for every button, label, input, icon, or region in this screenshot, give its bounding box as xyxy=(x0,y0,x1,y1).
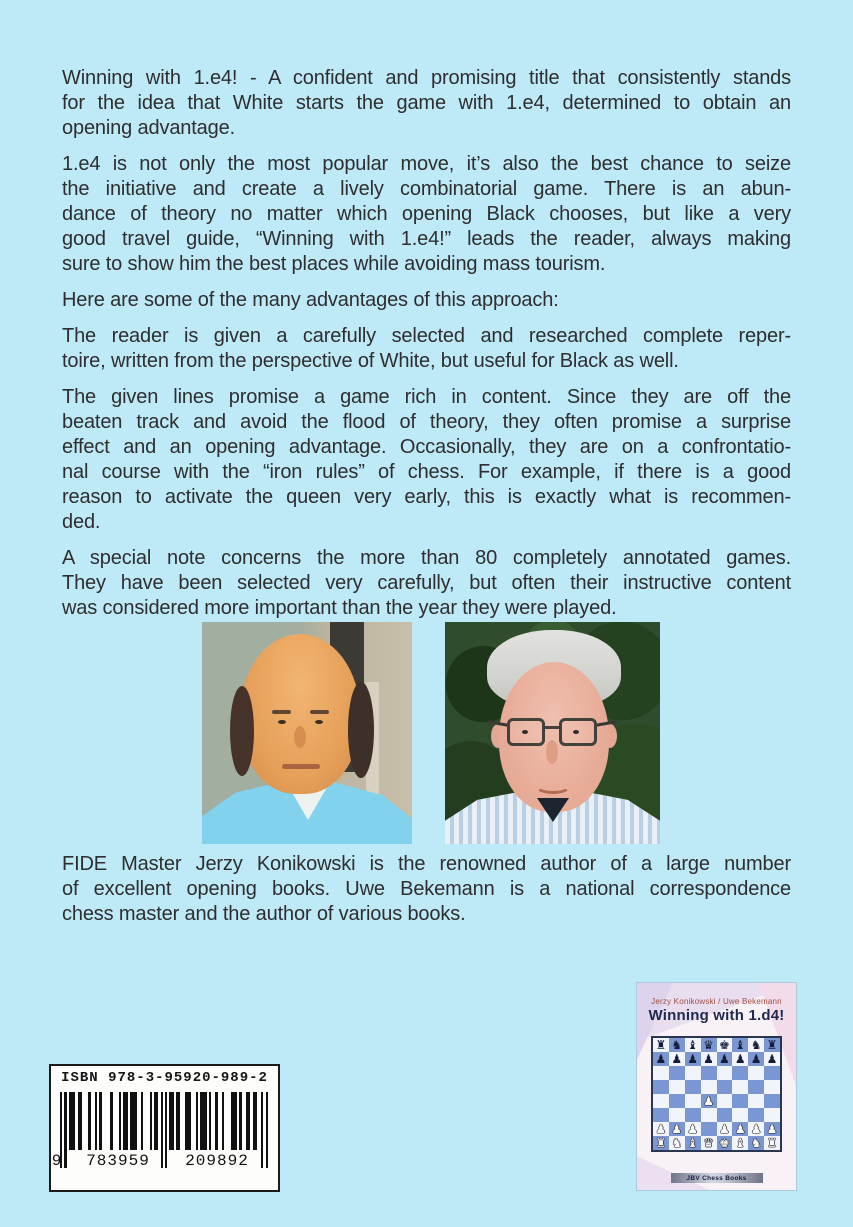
board-square xyxy=(685,1066,701,1080)
board-square xyxy=(653,1108,669,1122)
text-line: ded. xyxy=(62,511,101,533)
eye xyxy=(573,730,579,734)
barcode-digit-group-left: 783959 xyxy=(86,1152,150,1170)
paragraph xyxy=(62,324,791,374)
authors-note xyxy=(62,852,791,927)
white-piece: ♞ xyxy=(750,1136,762,1150)
author-photo-bekemann xyxy=(445,622,660,844)
white-piece: ♝ xyxy=(687,1136,699,1150)
board-square xyxy=(732,1066,748,1080)
white-piece: ♛ xyxy=(703,1136,714,1150)
white-piece: ♜ xyxy=(766,1136,778,1150)
white-piece: ♝ xyxy=(734,1136,746,1150)
paragraph xyxy=(62,152,791,277)
text-line: They have been selected very carefully, but often their instructive content xyxy=(62,572,791,594)
black-piece: ♟ xyxy=(703,1052,714,1066)
board-square xyxy=(669,1038,685,1052)
board-square xyxy=(685,1094,701,1108)
board-square xyxy=(732,1052,748,1066)
board-square xyxy=(717,1122,733,1136)
board-square xyxy=(669,1122,685,1136)
black-piece: ♟ xyxy=(687,1052,699,1066)
paragraph xyxy=(62,852,791,927)
paragraph xyxy=(62,66,791,141)
isbn-text: ISBN 978-3-95920-989-2 xyxy=(61,1070,268,1086)
paragraph xyxy=(62,546,791,621)
board-square xyxy=(732,1108,748,1122)
black-piece: ♟ xyxy=(671,1052,683,1066)
nose xyxy=(546,740,558,764)
eyebrow xyxy=(310,710,329,714)
board-square xyxy=(764,1094,780,1108)
board-square xyxy=(701,1052,717,1066)
text-line: Here are some of the many advantages of this approach: xyxy=(62,289,559,311)
board-square xyxy=(701,1080,717,1094)
eye xyxy=(278,720,286,724)
board-square xyxy=(748,1066,764,1080)
text-line: FIDE Master Jerzy Konikowski is the renowned author of a large number xyxy=(62,853,791,875)
white-piece: ♟ xyxy=(719,1122,730,1136)
board-square xyxy=(653,1094,669,1108)
text-line: good travel guide, “Winning with 1.e4!” leads the reader, always making xyxy=(62,228,791,250)
eye xyxy=(522,730,528,734)
board-square xyxy=(653,1066,669,1080)
board-square xyxy=(701,1066,717,1080)
text-line: The reader is given a carefully selected and researched complete reper- xyxy=(62,325,791,347)
board-square xyxy=(748,1094,764,1108)
board-square xyxy=(717,1038,733,1052)
board-square xyxy=(701,1038,717,1052)
mouth xyxy=(535,778,571,794)
board-square xyxy=(764,1080,780,1094)
board-square xyxy=(669,1136,685,1150)
text-line: toire, written from the perspective of White, but useful for Black as well. xyxy=(62,350,679,372)
text-line: Winning with 1.e4! - A confident and promising title that consistently stands xyxy=(62,67,791,89)
board-square xyxy=(732,1094,748,1108)
board-square xyxy=(748,1122,764,1136)
board-square xyxy=(669,1052,685,1066)
glasses-bridge xyxy=(544,726,560,729)
board-square xyxy=(748,1136,764,1150)
board-square xyxy=(685,1052,701,1066)
board-square xyxy=(685,1122,701,1136)
black-piece: ♟ xyxy=(719,1052,730,1066)
text-line: 1.e4 is not only the most popular move, it’s also the best chance to seize xyxy=(62,153,791,175)
text-line: sure to show him the best places while avoiding mass tourism. xyxy=(62,253,606,275)
hair xyxy=(348,682,374,778)
publisher-banner xyxy=(671,1173,763,1183)
face xyxy=(240,634,360,794)
black-piece: ♝ xyxy=(734,1038,746,1052)
eyebrow xyxy=(272,710,291,714)
barcode-digit-group-right: 209892 xyxy=(185,1152,249,1170)
board-square xyxy=(732,1136,748,1150)
board-square xyxy=(764,1108,780,1122)
white-piece: ♟ xyxy=(750,1122,762,1136)
board-square xyxy=(701,1122,717,1136)
white-piece: ♚ xyxy=(719,1136,730,1150)
text-line: effect and an opening advantage. Occasionally, they are on a confrontatio- xyxy=(62,436,791,458)
thumbnail-title: Winning with 1.d4! xyxy=(648,1007,785,1024)
board-square xyxy=(669,1066,685,1080)
text-line: beaten track and avoid the flood of theory, they often promise a surprise xyxy=(62,411,791,433)
text-line: A special note concerns the more than 80 completely annotated games. xyxy=(62,547,791,569)
board-square xyxy=(764,1066,780,1080)
board-square xyxy=(717,1080,733,1094)
text-line: reason to activate the queen very early, this is exactly what is recommen- xyxy=(62,486,791,508)
hair xyxy=(230,686,254,776)
board-square xyxy=(717,1136,733,1150)
board-square xyxy=(764,1052,780,1066)
text-line: dance of theory no matter which opening Black chooses, but like a very xyxy=(62,203,791,225)
isbn-barcode xyxy=(49,1064,280,1192)
board-square xyxy=(732,1122,748,1136)
white-piece: ♞ xyxy=(671,1136,683,1150)
publisher-name: JBV Chess Books xyxy=(686,1174,747,1182)
text-line: The given lines promise a game rich in content. Since they are off the xyxy=(62,386,791,408)
text-line: for the idea that White starts the game with 1.e4, determined to obtain an xyxy=(62,92,791,114)
white-piece: ♟ xyxy=(687,1122,699,1136)
eye xyxy=(315,720,323,724)
board-square xyxy=(701,1094,717,1108)
author-photo-konikowski xyxy=(202,622,412,844)
black-piece: ♟ xyxy=(766,1052,778,1066)
white-piece: ♟ xyxy=(671,1122,683,1136)
mouth xyxy=(282,764,320,769)
text-line: chess master and the author of various books. xyxy=(62,903,466,925)
white-piece: ♟ xyxy=(655,1122,667,1136)
board-square xyxy=(701,1108,717,1122)
text-line: was considered more important than the year they were played. xyxy=(62,597,617,619)
board-square xyxy=(653,1052,669,1066)
board-square xyxy=(748,1038,764,1052)
board-square xyxy=(717,1094,733,1108)
board-square xyxy=(748,1080,764,1094)
board-square xyxy=(748,1108,764,1122)
black-piece: ♞ xyxy=(750,1038,762,1052)
barcode-digit-first: 9 xyxy=(51,1152,62,1170)
black-piece: ♟ xyxy=(655,1052,667,1066)
paragraph xyxy=(62,385,791,535)
board-square xyxy=(653,1136,669,1150)
board-square xyxy=(717,1108,733,1122)
black-piece: ♛ xyxy=(703,1038,714,1052)
board-square xyxy=(732,1038,748,1052)
board-square xyxy=(653,1038,669,1052)
book-cover-thumbnail xyxy=(637,983,796,1190)
chessboard xyxy=(651,1036,782,1152)
black-piece: ♞ xyxy=(671,1038,683,1052)
board-square xyxy=(685,1136,701,1150)
board-square xyxy=(717,1052,733,1066)
board-square xyxy=(685,1038,701,1052)
black-piece: ♜ xyxy=(655,1038,667,1052)
board-square xyxy=(685,1108,701,1122)
white-piece: ♟ xyxy=(703,1094,714,1108)
black-piece: ♚ xyxy=(719,1038,730,1052)
black-piece: ♟ xyxy=(750,1052,762,1066)
board-square xyxy=(764,1122,780,1136)
board-square xyxy=(669,1094,685,1108)
board-square xyxy=(764,1136,780,1150)
text-line: nal course with the “iron rules” of chess. For example, if there is a good xyxy=(62,461,791,483)
board-square xyxy=(764,1038,780,1052)
text-line: of excellent opening books. Uwe Bekemann is a national correspondence xyxy=(62,878,791,900)
board-square xyxy=(653,1122,669,1136)
barcode-bar xyxy=(266,1092,268,1168)
board-square xyxy=(701,1136,717,1150)
board-square xyxy=(669,1108,685,1122)
black-piece: ♜ xyxy=(766,1038,778,1052)
white-piece: ♟ xyxy=(766,1122,778,1136)
text-line: opening advantage. xyxy=(62,117,236,139)
board-square xyxy=(748,1052,764,1066)
black-piece: ♟ xyxy=(734,1052,746,1066)
nose xyxy=(294,726,306,748)
thumbnail-authors: Jerzy Konikowski / Uwe Bekemann xyxy=(651,997,782,1006)
board-square xyxy=(732,1080,748,1094)
blurb-text xyxy=(62,66,791,621)
white-piece: ♟ xyxy=(734,1122,746,1136)
board-square xyxy=(669,1080,685,1094)
paragraph xyxy=(62,288,791,313)
board-square xyxy=(685,1080,701,1094)
board-square xyxy=(717,1066,733,1080)
black-piece: ♝ xyxy=(687,1038,699,1052)
board-square xyxy=(653,1080,669,1094)
white-piece: ♜ xyxy=(655,1136,667,1150)
barcode-bars xyxy=(60,1092,269,1192)
text-line: the initiative and create a lively combinatorial game. There is an abun- xyxy=(62,178,791,200)
